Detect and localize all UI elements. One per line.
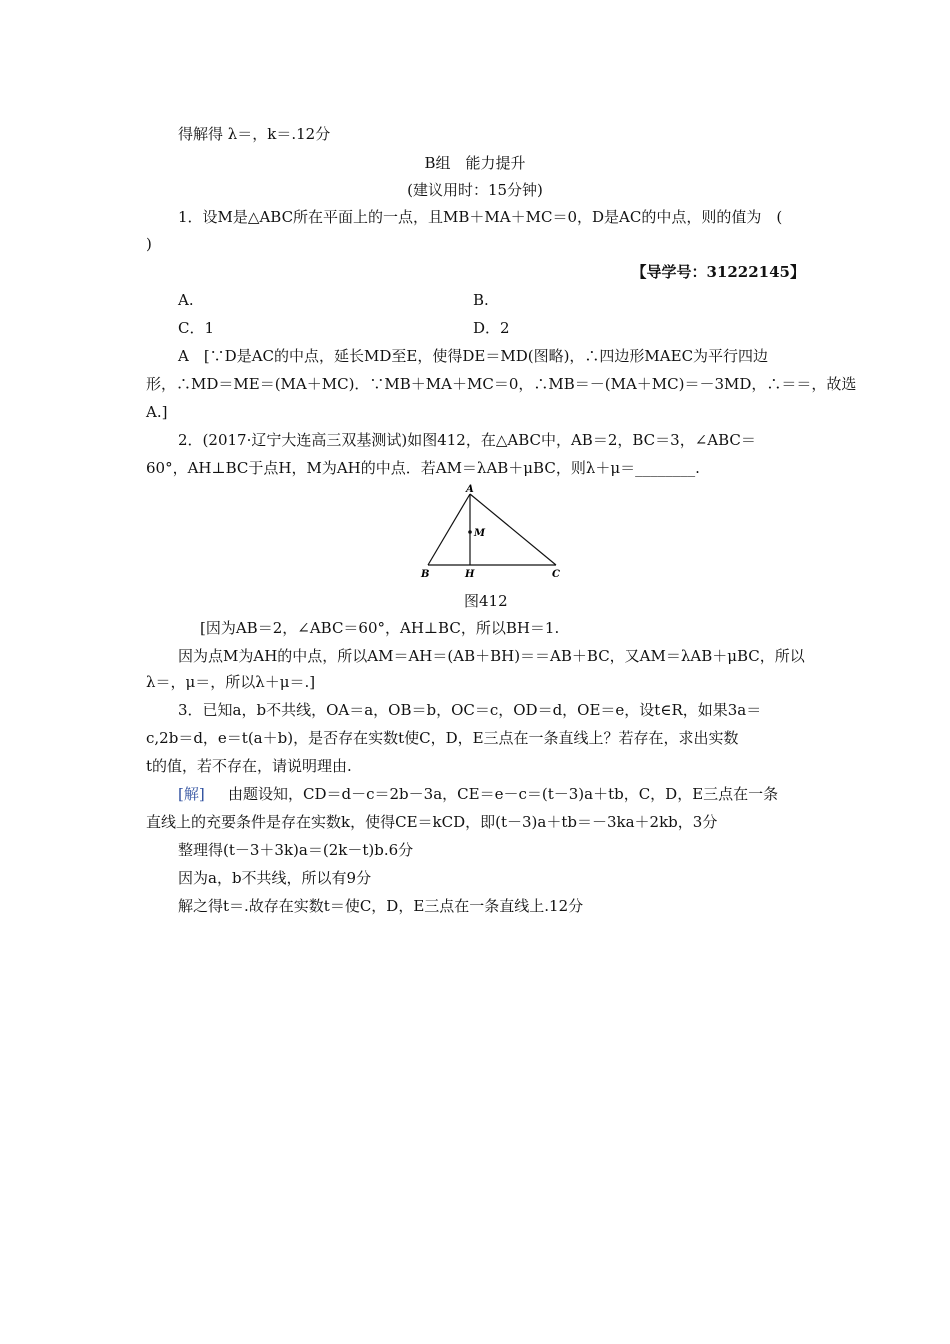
answer-2-line-2: 因为点M为AH的中点，所以AM＝AH＝(AB＋BH)＝＝AB＋BC，又AM＝λAB＋μBC，所以 [178, 647, 805, 665]
section-title: B组 能力提升 [424, 154, 526, 172]
label-h: H [465, 569, 475, 580]
solution-3-line-3: 整理得(t－3＋3k)a＝(2k－t)b.6分 [178, 841, 414, 859]
question-3-line-2: c,2b＝d，e＝t(a＋b)，是否存在实数t使C，D，E三点在一条直线上？若存在，求出实数 [146, 729, 739, 747]
label-b: B [421, 569, 430, 580]
triangle-figure [418, 482, 568, 582]
answer-2-line-1: [因为AB＝2，∠ABC＝60°，AH⊥BC，所以BH＝1. [200, 619, 560, 637]
question-2-line-2: 60°，AH⊥BC于点H，M为AH的中点．若AM＝λAB＋μBC，则λ＋μ＝________. [146, 459, 700, 477]
answer-1-line-3: A.] [146, 403, 168, 421]
text-line: 得解得 λ＝，k＝.12分 [178, 125, 331, 143]
solution-3-line-2: 直线上的充要条件是存在实数k，使得CE＝kCD，即(t－3)a＋tb＝－3ka＋2kb，3分 [146, 813, 718, 831]
guide-number: 【导学号：31222145】 [631, 263, 805, 281]
option-c: C．1 [178, 319, 215, 337]
question-3-line-3: t的值，若不存在，请说明理由. [146, 757, 352, 775]
label-m: M [474, 528, 486, 539]
solution-3-line-5: 解之得t＝.故存在实数t＝使C，D，E三点在一条直线上.12分 [178, 897, 584, 915]
time-note: (建议用时：15分钟) [407, 181, 543, 199]
label-a: A [466, 484, 474, 495]
question-3-line-1: 3．已知a，b不共线，OA＝a，OB＝b，OC＝c，OD＝d，OE＝e，设t∈R，如果3a＝ [178, 701, 762, 719]
solution-3-line-4: 因为a，b不共线，所以有9分 [178, 869, 372, 887]
question-1-cont: ) [146, 235, 152, 253]
question-1: 1．设M是△ABC所在平面上的一点，且MB＋MA＋MC＝0，D是AC的中点，则的值为 ( [178, 208, 783, 226]
answer-1-line-1: A [∵D是AC的中点，延长MD至E，使得DE＝MD(图略)，∴四边形MAEC为平行四边 [178, 347, 769, 365]
option-d: D．2 [473, 319, 510, 337]
option-b: B. [473, 291, 489, 309]
answer-1-line-2: 形，∴MD＝ME＝(MA＋MC)．∵MB＋MA＋MC＝0，∴MB＝－(MA＋MC)＝－3MD，∴＝＝，故选 [146, 375, 857, 393]
solution-3-line-1: 由题设知，CD＝d－c＝2b－3a，CE＝e－c＝(t－3)a＋tb，C，D，E三点在一条 [228, 785, 779, 803]
label-c: C [552, 569, 560, 580]
figure-caption: 图412 [464, 592, 508, 610]
answer-2-line-3: λ＝，μ＝，所以λ＋μ＝.] [146, 673, 316, 691]
question-2-line-1: 2．(2017·辽宁大连高三双基测试)如图412，在△ABC中，AB＝2，BC＝3，∠ABC＝ [178, 431, 756, 449]
point-m [468, 530, 472, 534]
option-a: A. [178, 291, 194, 309]
side-ab [428, 494, 470, 565]
solution-tag: [解] [178, 785, 205, 803]
